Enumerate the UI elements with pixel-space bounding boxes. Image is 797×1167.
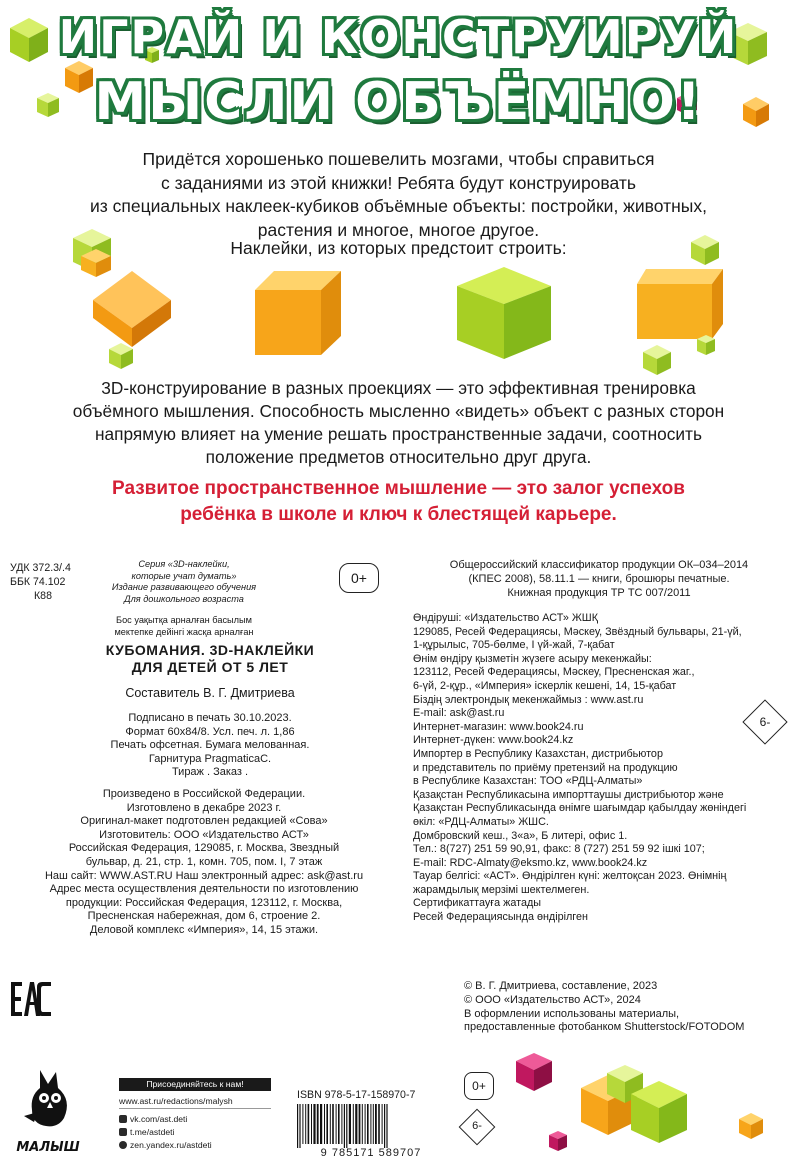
barcode [291, 1104, 451, 1148]
publisher-owl-icon [18, 1066, 82, 1144]
age-kz-badge: 6- [759, 715, 771, 729]
barcode-bar [382, 1104, 383, 1144]
intro-line: с заданиями из этой книжки! Ребята будут конструировать [161, 172, 636, 193]
barcode-bar [378, 1104, 380, 1144]
kz-line: Интернет-дүкен: www.book24.kz [413, 734, 574, 747]
barcode-bar [344, 1104, 345, 1148]
print-line: Печать офсетная. Бумага мелованная. [110, 739, 310, 751]
kz-line: өкіл: «РДЦ-Алматы» ЖШС. [413, 815, 549, 828]
eac-mark [10, 980, 52, 1018]
kz-line: Ресей Федерациясында өндірілген [413, 911, 588, 924]
okp-line: Книжная продукция ТР ТС 007/2011 [507, 587, 691, 599]
barcode-bar [297, 1104, 298, 1148]
bbk: ББК 74.102 [10, 576, 66, 588]
manufacture-line: Изготовлено в декабре 2023 г. [126, 801, 282, 814]
age-rating-badge: 0+ [339, 563, 379, 593]
series-kz-line: Бос уақытқа арналған басылым [116, 615, 252, 625]
book-title [60, 642, 360, 676]
barcode-bar [324, 1104, 325, 1144]
barcode-bar [359, 1104, 361, 1144]
barcode-bar [373, 1104, 374, 1144]
age-rating-badge-bottom: 0+ [464, 1072, 494, 1100]
publisher-logo-text: МАЛЫШ [16, 1140, 80, 1155]
barcode-bar [346, 1104, 347, 1148]
eac-mark-text: EAC [10, 980, 13, 981]
print-line: Гарнитура PragmaticaC. [148, 752, 272, 765]
kz-line: Өндіруші: «Издательство АСТ» ЖШҚ [413, 612, 598, 624]
barcode-bar [353, 1104, 354, 1144]
sticker-cube-orange [254, 270, 342, 356]
cube-icon [690, 234, 720, 266]
barcode-bar [313, 1104, 315, 1144]
barcode-bar [384, 1104, 385, 1148]
classification [10, 561, 71, 603]
copyright-line: предоставленные фотобанком Shutterstock/FOTODOM [464, 1021, 745, 1034]
description-line: напрямую влияет на умение решать пространственные задачи, соотносить [95, 424, 702, 444]
intro-line: Придётся хорошенько пошевелить мозгами, чтобы справиться [142, 149, 655, 169]
barcode-bar [370, 1104, 371, 1144]
print-line: Формат 60x84/8. Усл. печ. л. 1,86 [125, 725, 295, 738]
kz-line: жарамдылық мерзімі шектелмеген. [413, 883, 590, 896]
join-banner: Присоединяйтесь к нам! [119, 1078, 271, 1091]
highlight-text [20, 476, 777, 528]
manufacture-line: Пресненская набережная, дом 6, строение 2. [87, 910, 321, 923]
cube-icon [696, 334, 716, 356]
description-line: положение предметов относительно друг друга. [205, 447, 592, 467]
highlight-line: ребёнка в школе и ключ к блестящей карьере. [180, 504, 617, 525]
series-line: которые учат думать» [131, 570, 237, 581]
barcode-bar [320, 1104, 322, 1144]
manufacture-line: Российская Федерация, 129085, г. Москва, Звездный [68, 842, 340, 855]
sticker-cube-orange-right [636, 268, 724, 340]
page-title-line1: ИГРАЙ И КОНСТРУИРУЙ [58, 10, 739, 64]
kz-line: Қазақстан Республикасына импорттаушы дистрибьютор және [413, 788, 724, 801]
kz-line: Біздің электрондық мекенжаймыз : www.ast.ru [413, 693, 644, 706]
stickers-caption: Наклейки, из которых предстоит строить: [230, 238, 567, 258]
okp-line: Общероссийский классификатор продукции ОК–034–2014 [449, 559, 749, 571]
manufacture-line: Наш сайт: WWW.AST.RU Наш электронный адрес: ask@ast.ru [44, 869, 364, 882]
telegram-link[interactable] [119, 1127, 174, 1137]
copyright-line: В оформлении использованы материалы, [464, 1007, 680, 1020]
kz-line: Өнім өндіру қызметін жүзеге асыру мекенжайы: [413, 652, 652, 665]
copyright [464, 980, 794, 1035]
cube-icon [738, 1112, 764, 1140]
intro-line: растения и многое, многое другое. [257, 219, 540, 240]
barcode-bar [338, 1104, 340, 1144]
kz-line: Тауар белгісі: «АСТ». Өндірілген күні: желтоқсан 2023. Өнімнің [413, 870, 727, 883]
vk-link[interactable] [119, 1114, 187, 1124]
kz-line: Домбровский кеш., 3«а», Б литері, офис 1. [413, 829, 628, 842]
highlight-line: Развитое пространственное мышление — это залог успехов [112, 478, 685, 499]
kz-line: E-mail: ask@ast.ru [413, 707, 505, 720]
page-title-line2: МЫСЛИ ОБЪЁМНО! [94, 72, 703, 132]
kz-line: 1-құрылыс, 705-бөлме, I үй-жай, 7-қабат [413, 639, 615, 652]
barcode-bar [349, 1104, 351, 1144]
barcode-bar [367, 1104, 369, 1144]
kz-line: 123112, Ресей Федерациясы, Мәскеу, Пресненская жаг., [413, 666, 695, 679]
barcode-bar [311, 1104, 312, 1144]
kz-line: 6-үй, 2-құр., «Империя» іскерлік кешені, 14, 15-қабат [413, 679, 677, 692]
zen-link[interactable] [119, 1140, 212, 1150]
series-kz [96, 614, 272, 638]
cube-icon [548, 1130, 568, 1152]
series-line: Для дошкольного возраста [124, 593, 244, 604]
print-line: Подписано в печать 30.10.2023. [128, 712, 292, 724]
book-title-line: ДЛЯ ДЕТЕЙ ОТ 5 ЛЕТ [131, 659, 289, 675]
intro-line: из специальных наклеек-кубиков объёмные объекты: постройки, животных, [90, 196, 707, 216]
vk-link-text: vk.com/ast.deti [130, 1114, 188, 1124]
telegram-icon [119, 1128, 127, 1136]
manufacture-line: Деловой комплекс «Империя», 14, 15 этажи. [89, 923, 319, 936]
kz-line: и представитель по приёму претензий на продукцию [413, 761, 678, 774]
barcode-bar [336, 1104, 337, 1144]
vk-icon [119, 1115, 127, 1123]
kz-line: 129085, Ресей Федерациясы, Мәскеу, Звёздный бульвары, 21-үй, [413, 625, 742, 638]
kz-line: в Республике Казахстан: ТОО «РДЦ-Алматы» [413, 775, 643, 788]
series-line: Серия «3D-наклейки, [138, 559, 230, 569]
manufacture-line: Изготовитель: ООО «Издательство АСТ» [99, 828, 309, 841]
okp-info [404, 558, 794, 600]
cube-icon [642, 344, 672, 376]
barcode-bar [362, 1104, 363, 1144]
barcode-bar [302, 1104, 303, 1144]
kz-line: Қазақстан Республикасында өнімге шағымдар қабылдау жөніндегі [413, 802, 747, 815]
divider [119, 1108, 271, 1109]
zen-icon [119, 1141, 127, 1149]
barcode-bar [299, 1104, 300, 1148]
series-line: Издание развивающего обучения [111, 582, 257, 592]
udk: УДК 372.3/.4 [10, 562, 71, 574]
description-text [20, 377, 777, 469]
sticker-cube-green [456, 266, 552, 360]
isbn: ISBN 978-5-17-158970-7 [297, 1089, 416, 1101]
kz-line: Интернет-магазин: www.book24.ru [413, 720, 584, 733]
publisher-site-link[interactable]: www.ast.ru/redactions/malysh [119, 1096, 233, 1106]
barcode-bar [305, 1104, 306, 1144]
zen-link-text: zen.yandex.ru/astdeti [130, 1140, 212, 1150]
author-code: К88 [34, 590, 52, 602]
kz-line: E-mail: RDC-Almaty@eksmo.kz, www.book24.kz [413, 856, 648, 869]
compiler: Составитель В. Г. Дмитриева [125, 686, 295, 700]
kz-line: Тел.: 8(727) 251 59 90,91, факс: 8 (727) 251 59 92 ішкі 107; [413, 843, 705, 856]
description-line: 3D-конструирование в разных проекциях — это эффективная тренировка [101, 378, 696, 398]
copyright-line: © ООО «Издательство АСТ», 2024 [464, 993, 641, 1006]
series-info [96, 559, 272, 605]
barcode-number: 9 785171 589707 [320, 1147, 422, 1159]
manufacture-info [14, 788, 394, 938]
barcode-bar [326, 1104, 328, 1144]
kz-line: Импортер в Республику Казахстан, дистрибьютор [413, 747, 663, 760]
cube-icon [108, 342, 134, 370]
barcode-bar [355, 1104, 357, 1144]
manufacture-line: Адрес места осуществления деятельности по изготовлению [49, 883, 359, 896]
print-line: Тираж . Заказ . [171, 766, 249, 778]
copyright-line: © В. Г. Дмитриева, составление, 2023 [464, 980, 658, 992]
barcode-bar [317, 1104, 319, 1144]
series-kz-line: мектепке дейінгі жасқа арналған [114, 627, 254, 637]
book-title-line: КУБОМАНИЯ. 3D-НАКЛЕЙКИ [105, 642, 315, 658]
barcode-bar [375, 1104, 377, 1144]
barcode-bar [332, 1104, 334, 1144]
cube-icon [630, 1080, 688, 1144]
kz-line: Сертификаттауға жатады [413, 897, 542, 910]
telegram-link-text: t.me/astdeti [130, 1127, 175, 1137]
intro-text [60, 148, 737, 242]
sticker-diamond-orange [92, 270, 172, 348]
cube-icon [515, 1052, 553, 1092]
age-kz-badge-bottom: 6- [472, 1120, 482, 1132]
barcode-bar [308, 1104, 310, 1144]
barcode-bar [330, 1104, 331, 1144]
barcode-bar [341, 1104, 342, 1144]
description-line: объёмного мышления. Способность мысленно «видеть» объект с разных сторон [72, 401, 725, 421]
print-info [60, 712, 360, 780]
manufacture-line: бульвар, д. 21, стр. 1, комн. 705, пом. I, 7 этаж [85, 855, 323, 868]
manufacture-line: Оригинал-макет подготовлен редакцией «Сова» [80, 815, 328, 828]
okp-line: (КПЕС 2008), 58.11.1 — книги, брошюры печатные. [468, 573, 730, 585]
barcode-bar [386, 1104, 387, 1148]
manufacture-line: Произведено в Российской Федерации. [102, 788, 306, 800]
kz-info [413, 612, 793, 925]
manufacture-line: продукции: Российская Федерация, 123112, г. Москва, [65, 896, 343, 909]
barcode-bar [365, 1104, 366, 1144]
